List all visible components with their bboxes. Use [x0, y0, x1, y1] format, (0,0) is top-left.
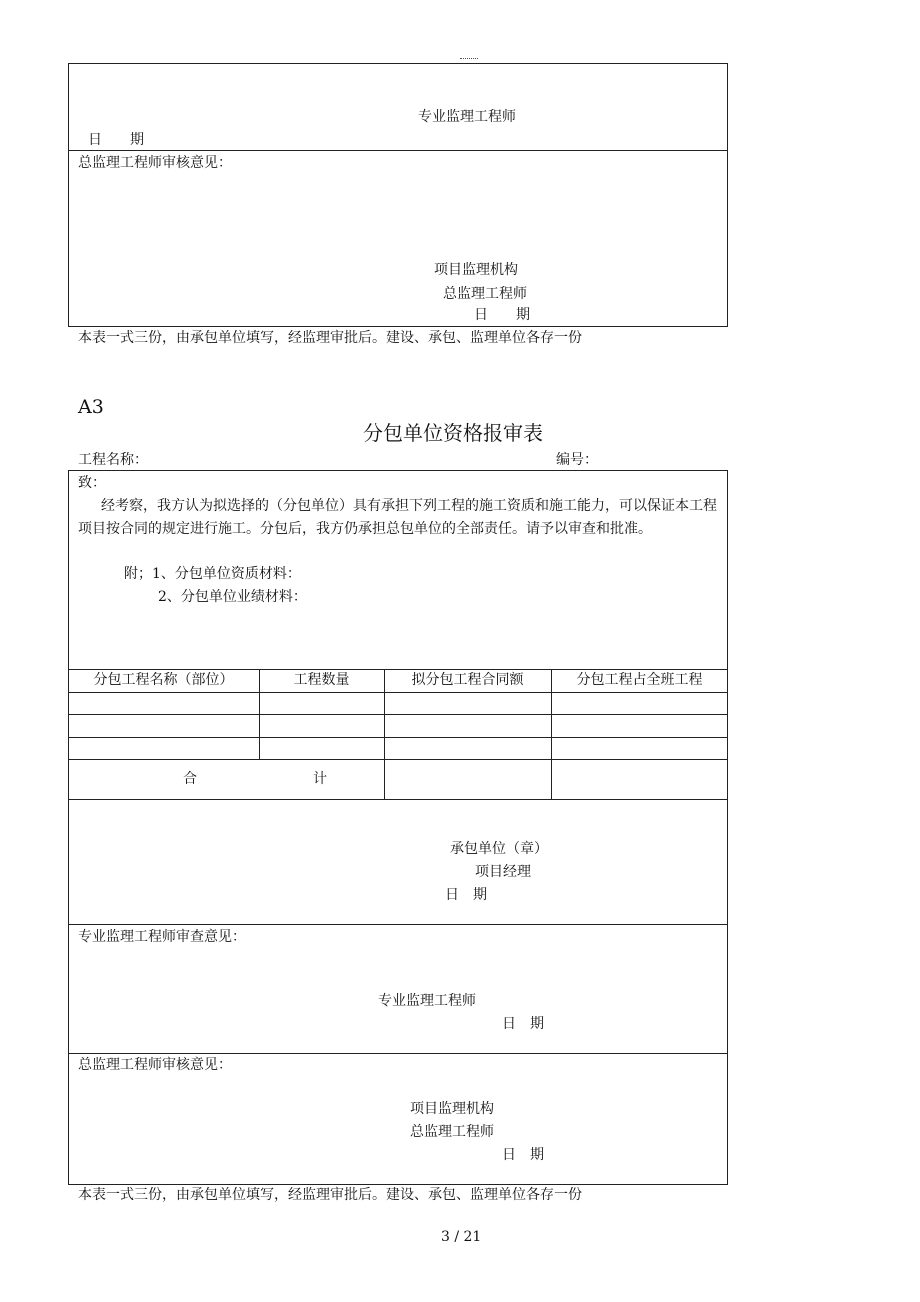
chief-date-label: 日 期	[474, 307, 530, 323]
table-top-line	[68, 669, 728, 670]
chief-date-label: 日 期	[502, 1147, 544, 1163]
divider	[68, 924, 728, 925]
to-label: 致：	[78, 475, 106, 491]
form-title: 分包单位资格报审表	[363, 421, 543, 445]
table-header-cell: 工程数量	[293, 672, 350, 688]
divider	[68, 150, 728, 151]
table-header-cell: 分包工程占全班工程	[576, 672, 703, 688]
body-text: 经考察，我方认为拟选择的（分包单位）具有承担下列工程的施工资质和施工能力，可以保证本工程项目按合同的规定进行施工。分包后，我方仍承担总包单位的全部责任。请予以审查和批准。	[78, 498, 717, 537]
table-row-line	[68, 737, 728, 738]
footer-note: 本表一式三份，由承包单位填写，经监理审批后。建设、承包、监理单位各存一份	[78, 1187, 582, 1203]
project-name-label: 工程名称：	[78, 452, 148, 468]
contractor-date-label: 日 期	[445, 887, 487, 903]
chief-review-label: 总监理工程师审核意见：	[78, 1057, 232, 1073]
page-number: 3 / 21	[441, 1229, 482, 1245]
attachment-2: 2、分包单位业绩材料：	[158, 589, 307, 605]
contractor-unit-label: 承包单位（章）	[450, 841, 548, 857]
table-header-line	[68, 692, 728, 693]
total-char-2: 计	[313, 771, 327, 787]
chief-review-label: 总监理工程师审核意见：	[78, 155, 232, 171]
table-header-cell: 拟分包工程合同额	[411, 672, 524, 688]
specialist-review-label: 专业监理工程师审查意见：	[78, 929, 246, 945]
divider	[68, 1053, 728, 1054]
top-table-frame	[68, 63, 728, 327]
header-mark	[460, 58, 478, 59]
chief-org-label: 项目监理机构	[410, 1101, 494, 1117]
chief-engineer-label: 总监理工程师	[410, 1124, 494, 1140]
specialist-date-label: 日 期	[502, 1016, 544, 1032]
form-code: A3	[78, 396, 104, 418]
number-label: 编号：	[556, 452, 598, 468]
chief-engineer-label: 总监理工程师	[443, 286, 527, 302]
table-bottom-line	[68, 799, 728, 800]
specialist-engineer-label: 专业监理工程师	[378, 993, 476, 1009]
specialist-engineer-label: 专业监理工程师	[418, 109, 516, 125]
total-char-1: 合	[183, 771, 197, 787]
table-row-line	[68, 714, 728, 715]
org-label: 项目监理机构	[434, 262, 518, 278]
attachment-1: 附；1、分包单位资质材料：	[124, 566, 301, 582]
date-label: 日 期	[88, 132, 144, 148]
project-manager-label: 项目经理	[475, 864, 531, 880]
col-divider	[384, 669, 385, 799]
table-row-line	[68, 759, 728, 760]
col-divider	[551, 669, 552, 799]
table-header-cell: 分包工程名称（部位）	[93, 672, 234, 688]
footer-note: 本表一式三份，由承包单位填写，经监理审批后。建设、承包、监理单位各存一份	[78, 330, 582, 346]
